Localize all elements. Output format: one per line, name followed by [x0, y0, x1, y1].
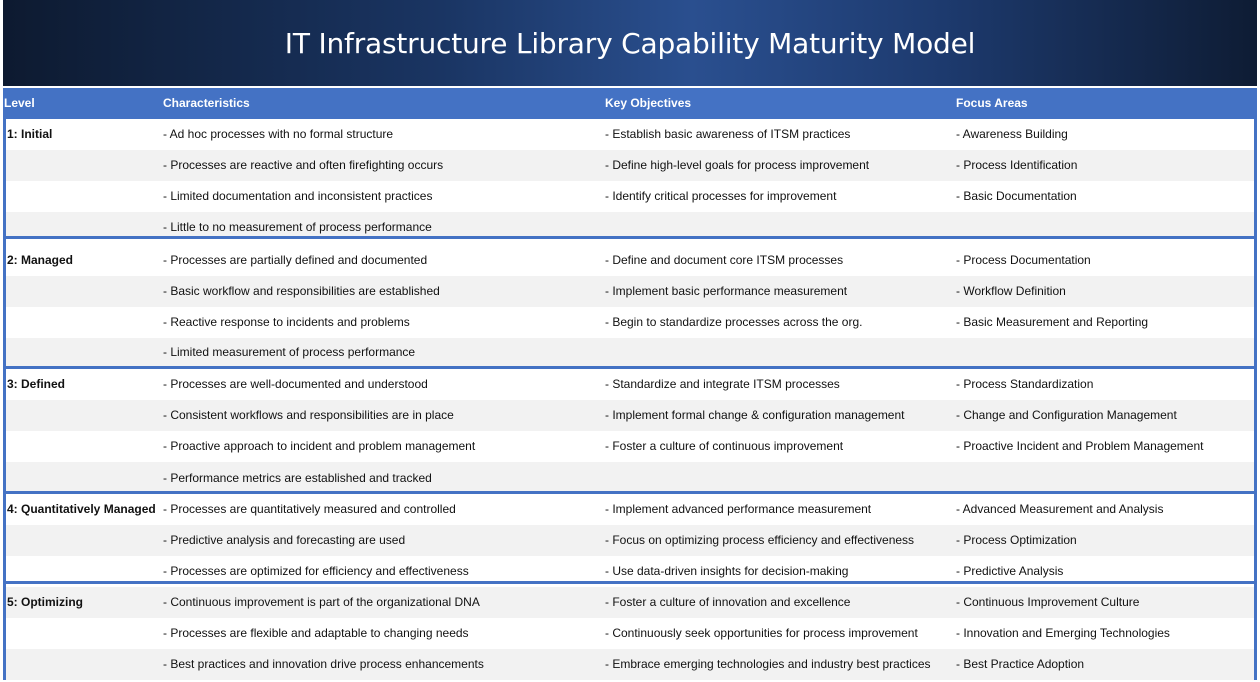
characteristic-cell: - Limited measurement of process performance — [163, 345, 416, 359]
objective-cell: - Define and document core ITSM processes — [605, 253, 844, 267]
level-section-1 — [3, 119, 1257, 239]
table-row — [6, 150, 1254, 181]
characteristic-cell: - Processes are well-documented and understood — [163, 377, 428, 391]
focus-cell: - Awareness Building — [956, 127, 1068, 141]
table-row — [6, 431, 1254, 462]
objective-cell: - Implement formal change & configuration management — [605, 408, 905, 422]
characteristic-cell: - Little to no measurement of process performance — [163, 220, 432, 234]
table-row — [6, 556, 1254, 584]
table-row — [6, 212, 1254, 236]
characteristic-cell: - Consistent workflows and responsibilities are in place — [163, 408, 454, 422]
table-row — [6, 587, 1254, 618]
objective-cell: - Embrace emerging technologies and industry best practices — [605, 657, 931, 671]
characteristic-cell: - Processes are optimized for efficiency and effectiveness — [163, 564, 469, 578]
characteristic-cell: - Processes are quantitatively measured and controlled — [163, 502, 456, 516]
focus-cell: - Workflow Definition — [956, 284, 1066, 298]
objective-cell: - Begin to standardize processes across the org. — [605, 315, 863, 329]
objective-cell: - Standardize and integrate ITSM processes — [605, 377, 840, 391]
table-row — [6, 525, 1254, 556]
objective-cell: - Foster a culture of innovation and excellence — [605, 595, 851, 609]
header-characteristics: Characteristics — [163, 96, 250, 110]
table-row — [6, 181, 1254, 212]
objective-cell: - Define high-level goals for process improvement — [605, 158, 870, 172]
focus-cell: - Change and Configuration Management — [956, 408, 1177, 422]
focus-cell: - Process Standardization — [956, 377, 1094, 391]
characteristic-cell: - Reactive response to incidents and problems — [163, 315, 410, 329]
characteristic-cell: - Ad hoc processes with no formal structure — [163, 127, 394, 141]
focus-cell: - Process Optimization — [956, 533, 1077, 547]
characteristic-cell: - Basic workflow and responsibilities are established — [163, 284, 440, 298]
table-row — [6, 649, 1254, 680]
focus-cell: - Process Identification — [956, 158, 1078, 172]
objective-cell: - Continuously seek opportunities for process improvement — [605, 626, 918, 640]
table-row — [6, 119, 1254, 150]
level-section-2 — [3, 236, 1257, 366]
level-section-5 — [3, 581, 1257, 680]
focus-cell: - Continuous Improvement Culture — [956, 595, 1140, 609]
objective-cell: - Implement advanced performance measurement — [605, 502, 872, 516]
focus-cell: - Proactive Incident and Problem Management — [956, 439, 1204, 453]
characteristic-cell: - Best practices and innovation drive process enhancements — [163, 657, 484, 671]
focus-cell: - Basic Measurement and Reporting — [956, 315, 1149, 329]
table-row — [6, 338, 1254, 366]
header-level: Level — [4, 96, 35, 110]
characteristic-cell: - Predictive analysis and forecasting are used — [163, 533, 406, 547]
focus-cell: - Best Practice Adoption — [956, 657, 1085, 671]
focus-cell: - Basic Documentation — [956, 189, 1077, 203]
table-row — [6, 400, 1254, 431]
objective-cell: - Foster a culture of continuous improvement — [605, 439, 844, 453]
table-row — [6, 494, 1254, 525]
characteristic-cell: - Processes are flexible and adaptable to changing needs — [163, 626, 469, 640]
characteristic-cell: - Performance metrics are established and tracked — [163, 471, 432, 485]
table-row — [6, 462, 1254, 494]
header-focus-areas: Focus Areas — [956, 96, 1028, 110]
focus-cell: - Advanced Measurement and Analysis — [956, 502, 1164, 516]
level-section-4 — [3, 491, 1257, 584]
table-header — [3, 88, 1257, 119]
objective-cell: - Use data-driven insights for decision-making — [605, 564, 849, 578]
header-key-objectives: Key Objectives — [605, 96, 692, 110]
table-row — [6, 307, 1254, 338]
level-section-3 — [3, 366, 1257, 494]
characteristic-cell: - Processes are partially defined and documented — [163, 253, 428, 267]
level-name: 2: Managed — [7, 253, 74, 267]
objective-cell: - Establish basic awareness of ITSM practices — [605, 127, 851, 141]
title-banner — [3, 0, 1257, 86]
objective-cell: - Focus on optimizing process efficiency and effectiveness — [605, 533, 915, 547]
characteristic-cell: - Proactive approach to incident and problem management — [163, 439, 476, 453]
level-name: 3: Defined — [7, 377, 66, 391]
page-title: IT Infrastructure Library Capability Maturity Model — [284, 26, 976, 60]
level-name: 4: Quantitatively Managed — [7, 502, 156, 516]
table-row — [6, 245, 1254, 276]
level-name: 5: Optimizing — [7, 595, 83, 609]
focus-cell: - Predictive Analysis — [956, 564, 1064, 578]
table-row — [6, 618, 1254, 649]
table-row — [6, 369, 1254, 400]
objective-cell: - Identify critical processes for improvement — [605, 189, 837, 203]
table-row — [6, 276, 1254, 307]
focus-cell: - Process Documentation — [956, 253, 1091, 267]
characteristic-cell: - Processes are reactive and often firefighting occurs — [163, 158, 444, 172]
characteristic-cell: - Continuous improvement is part of the organizational DNA — [163, 595, 480, 609]
objective-cell: - Implement basic performance measurement — [605, 284, 848, 298]
level-name: 1: Initial — [7, 127, 53, 141]
characteristic-cell: - Limited documentation and inconsistent practices — [163, 189, 433, 203]
focus-cell: - Innovation and Emerging Technologies — [956, 626, 1170, 640]
